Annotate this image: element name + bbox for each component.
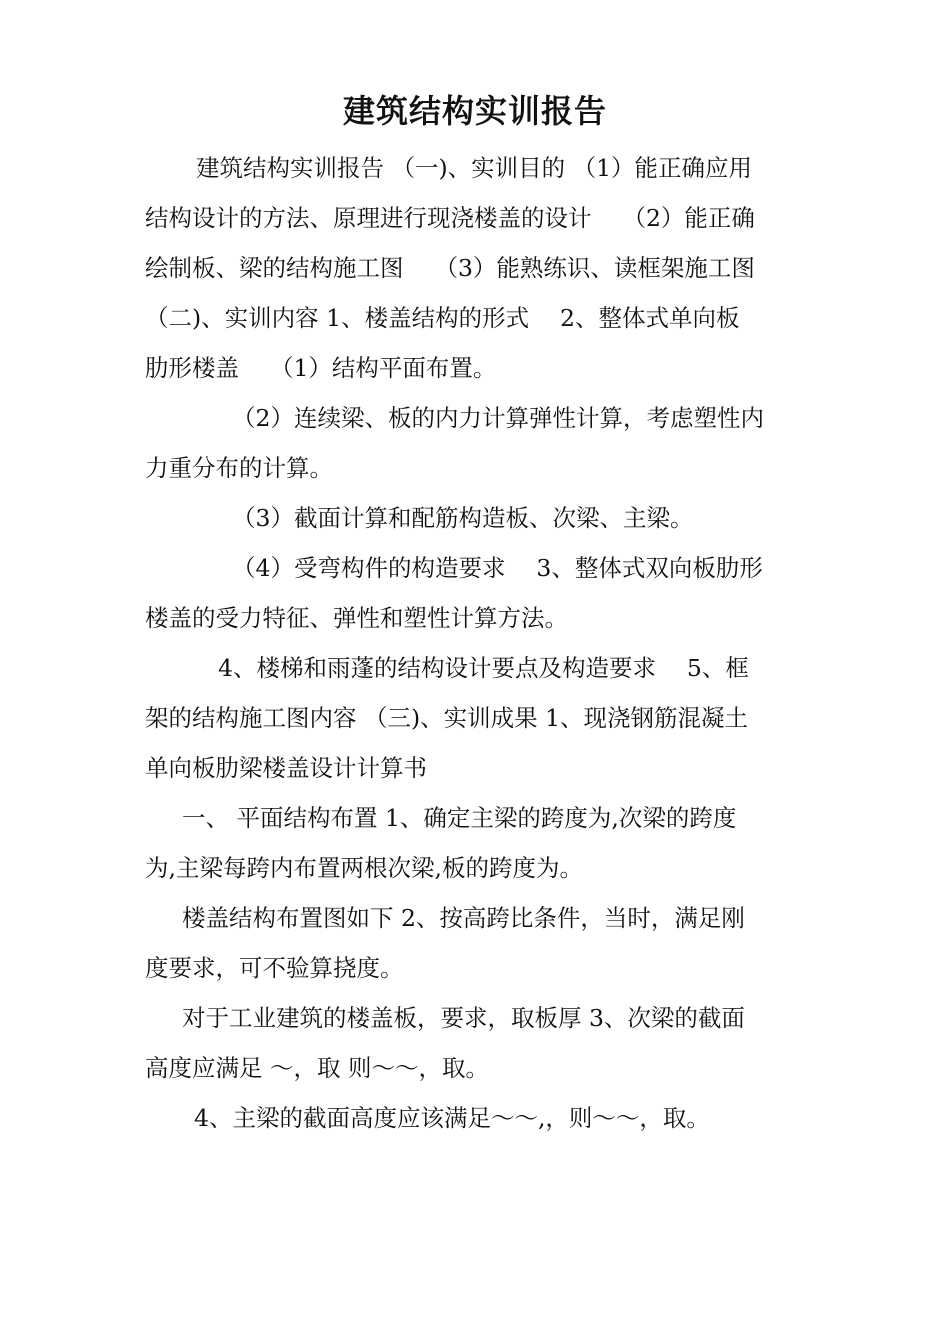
- paragraph-line: 对于工业建筑的楼盖板，要求，取板厚 3、次梁的截面: [182, 1004, 745, 1032]
- paragraph-line: 架的结构施工图内容 （三)、实训成果 1、现浇钢筋混凝土: [145, 704, 749, 732]
- paragraph-line: 肋形楼盖 （1）结构平面布置。: [145, 354, 497, 382]
- paragraph-line: 绘制板、梁的结构施工图 （3）能熟练识、读框架施工图: [145, 254, 755, 282]
- paragraph-line: 楼盖的受力特征、弹性和塑性计算方法。: [145, 604, 568, 632]
- paragraph-line: （3）截面计算和配筋构造板、次梁、主梁。: [232, 504, 694, 532]
- document-title: 建筑结构实训报告: [342, 92, 607, 130]
- paragraph-line: 力重分布的计算。: [145, 454, 333, 482]
- paragraph-line: 楼盖结构布置图如下 2、按高跨比条件，当时，满足刚: [182, 904, 745, 932]
- paragraph-line: 一、 平面结构布置 1、确定主梁的跨度为,次梁的跨度: [182, 804, 737, 832]
- paragraph-line: （二)、实训内容 1、楼盖结构的形式 2、整体式单向板: [145, 304, 740, 332]
- paragraph-line: （4）受弯构件的构造要求 3、整体式双向板肋形: [232, 554, 763, 582]
- paragraph-line: 4、主梁的截面高度应该满足～～,，则～～，取。: [194, 1104, 710, 1132]
- paragraph-line: 单向板肋梁楼盖设计计算书: [145, 754, 427, 782]
- paragraph-line: 为,主梁每跨内布置两根次梁,板的跨度为。: [145, 854, 583, 882]
- paragraph-line: 度要求，可不验算挠度。: [145, 954, 404, 982]
- paragraph-line: 结构设计的方法、原理进行现浇楼盖的设计 （2）能正确: [145, 204, 755, 232]
- paragraph-line: 建筑结构实训报告 （一)、实训目的 （1）能正确应用: [196, 154, 753, 182]
- paragraph-line: 高度应满足 ～，取 则～～，取。: [145, 1054, 489, 1082]
- paragraph-line: 4、楼梯和雨蓬的结构设计要点及构造要求 5、框: [218, 654, 749, 682]
- paragraph-line: （2）连续梁、板的内力计算弹性计算，考虑塑性内: [232, 404, 764, 432]
